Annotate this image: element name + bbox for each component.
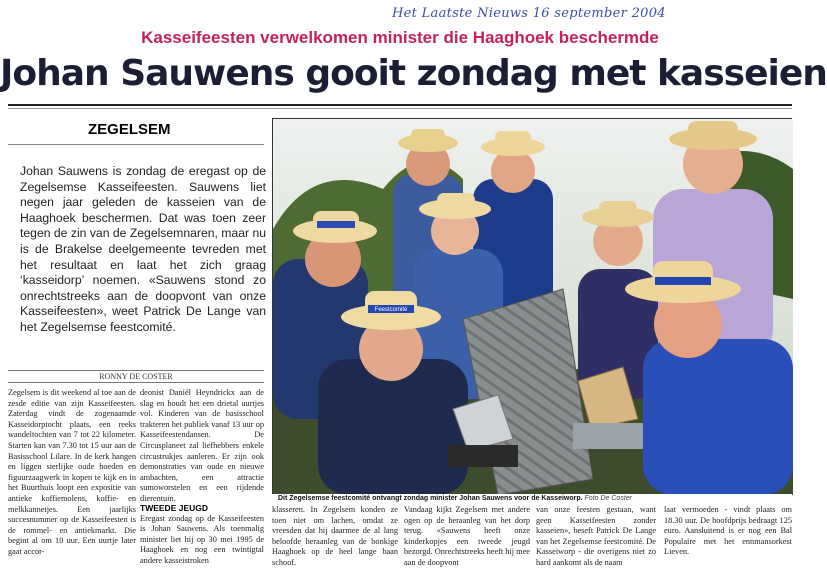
lead-paragraph: Johan Sauwens is zondag de eregast op de Zegelsemse Kasseifeesten. Sauwens liet negen jaar geleden de kasseien van de Haaghoek beschermen. Dat was toen zeer tegen de zin van de Zegelsemnaren, maar nu is de Brakelse deelgemeente tevreden met het resultaat en laat het zich graag ‘kasseidorp’ noemen. «Sauwens stond zo onrechtstreeks aan de doopvont van onze Kasseifeesten», weet Patrick De Lange van het Zegelsemse feestcomité. — [20, 164, 266, 334]
hat-band-text: Feestcomité — [374, 307, 408, 313]
body-column-2: deonist Daniël Heyndrickx aan de slag en houdt het een drietal uurtjes vol. Kinderen van de basisschool trakteren het publiek vanaf 13 uur op Kasseifeestendansen. De Circusplaneet zal liefhebbers enkele circustrukjes aanleren. Er zijn ook demonstraties van oude en nieuwe ambachten, een attractie sumoworstelen en een rijdende dierentuin. — [140, 388, 264, 503]
photo-caption — [272, 494, 792, 505]
caption-text: Dit Zegelsemse feestcomité ontvangt zondag minister Johan Sauwens voor de Kasseiworp. — [278, 495, 583, 502]
body-column-1: Zegelsem is dit weekend al toe aan de zesde editie van zijn Kasseifeesten. Zaterdag vindt de zogenaamde Kasseidorptocht plaats, een reeks wandeltochten van 7 tot 22 kilometer. Starten kan van 7.30 tot 15 uur aan de Basisschool Lilare. In de kerk hangen en liggen sierlijke oude hoeden en figuurzaagwerk in kopen te kijk en in het Buurthuis loopt een expositie van antieke koffiemolens, koffie- en melkkannetjes. Een jaarlijks succesnummer op de Kasseifeesten is de rommel- en antiekmarkt. Die begint al om 10 uur. Een uurtje later gaat accor- — [8, 388, 136, 556]
photo — [272, 118, 792, 494]
main-headline: Johan Sauwens gooit zondag met kasseien — [0, 53, 827, 94]
body-column-4: Vandaag kijkt Zegelsem met andere ogen op de heraanleg van het dorp terug. «Sauwens heeft onze kinderkopjes een tweede jeugd bezorgd. Onrechtstreeks heeft hij mee aan de doopvont — [404, 505, 530, 567]
body-column-3: klasseren. In Zegelsem konden ze toen niet om lachen, omdat ze vreesden dat hij daarmee de al lang beloofde heraanleg van de bonkige Haaghoek op de heel lange baan schoof. — [272, 505, 398, 567]
group-photo-illustration — [273, 119, 793, 495]
handwritten-source-note: Het Laatste Nieuws 16 september 2004 — [392, 6, 666, 21]
dateline-place: ZEGELSEM — [88, 121, 171, 138]
kicker-headline: Kasseifeesten verwelkomen minister die Haaghoek beschermde — [141, 28, 659, 47]
body-column-2b — [140, 503, 264, 566]
caption-credit: Foto De Coster — [584, 495, 632, 502]
body-column-2b-text: Eregast zondag op de Kasseifeesten is Johan Sauwens. Als toenmalig minister liet hij op 30 mei 1995 de Haaghoek en nog een twintigtal andere kasseistroken — [140, 513, 264, 565]
subhead: TWEEDE JEUGD — [140, 503, 209, 513]
headline-rule-thin — [8, 108, 792, 109]
byline: RONNY DE COSTER — [8, 370, 264, 383]
headline-rule — [8, 104, 792, 106]
body-column-6: laat vermoeden - vindt plaats om 18.30 uur. De hoofdprijs bedraagt 125 euro. Aansluitend is er nog een Bal Populaire met het ennmansorkest Lieven. — [664, 505, 792, 557]
body-column-5: van onze feesten gestaan, want geen Kasseifeesten zonder kasseien», beseft Patrick De Lange van het Zegelsemse feestcomité. De Kasseiworp - die overigens niet zo hard aankomt als de naam — [536, 505, 656, 567]
dateline-rule — [8, 144, 264, 145]
